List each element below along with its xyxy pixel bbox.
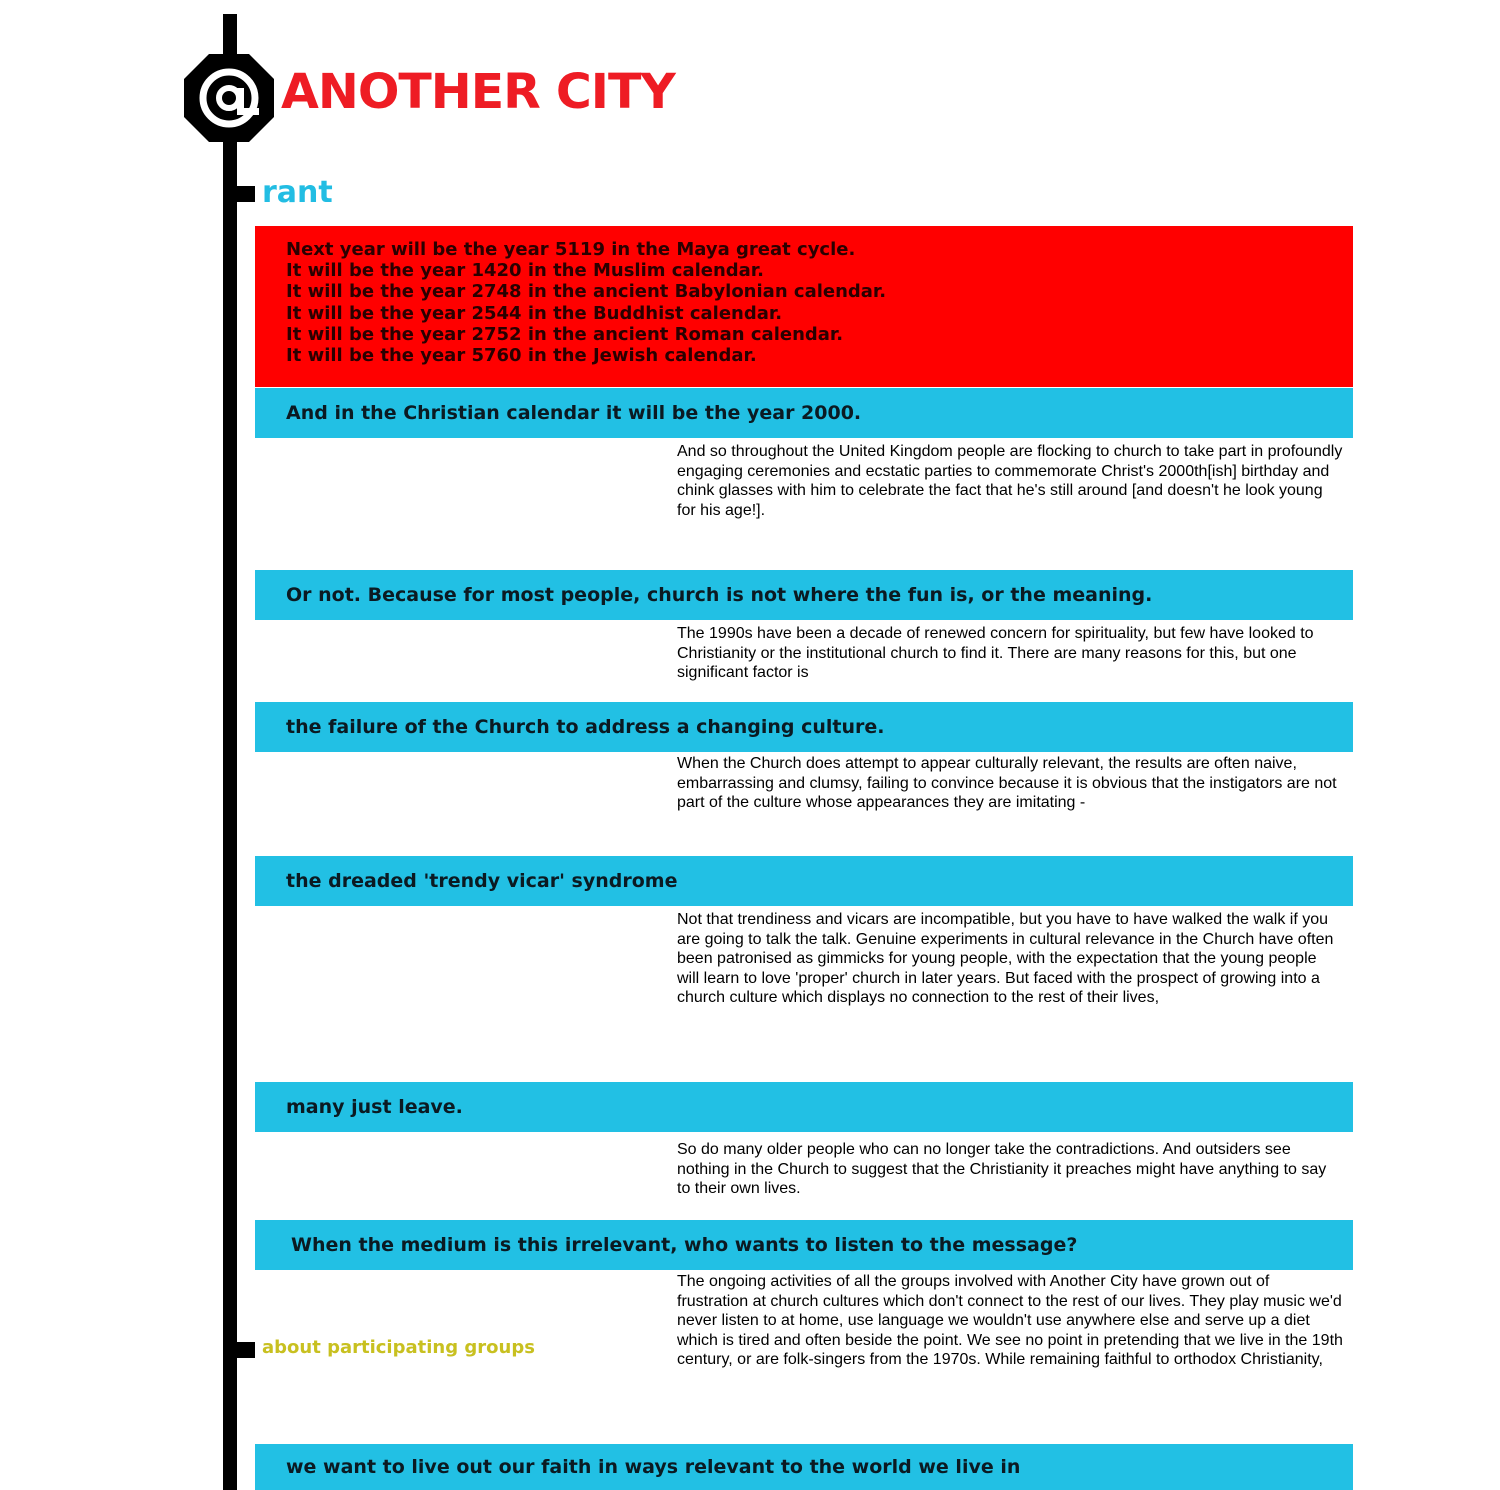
body-paragraph: Not that trendiness and vicars are incompatible, but you have to have walked the walk if you are going to talk the talk. Genuine experiments in cultural relevance in the Church have often been patronised as gimmicks for young people, with the expectation that the young people will learn to love 'proper' church in later years. But faced with the prospect of growing into a church culture which displays no connection to the rest of their lives,: [677, 911, 1334, 1007]
at-sign-octagon-icon: [182, 52, 276, 144]
headline-text: the failure of the Church to address a changing culture.: [286, 716, 885, 738]
headline-band: [255, 856, 1353, 906]
headline-band: [255, 702, 1353, 752]
calendar-years-box: [255, 226, 1353, 387]
calendar-line: It will be the year 5760 in the Jewish calendar.: [286, 345, 757, 367]
headline-band: [255, 1082, 1353, 1132]
body-paragraph: So do many older people who can no longer take the contradictions. And outsiders see nothing in the Church to suggest that the Christianity it preaches might have anything to say to their own lives.: [677, 1141, 1327, 1198]
headline-band: [255, 1220, 1353, 1270]
body-paragraph: The 1990s have been a decade of renewed concern for spirituality, but few have looked to Christianity or the institutional church to find it. There are many reasons for this, but one significant factor is: [677, 625, 1314, 682]
nav-link-about-groups[interactable]: about participating groups: [262, 1337, 535, 1358]
brand-logo-text[interactable]: ANOTHER CITY: [281, 64, 675, 120]
calendar-line: It will be the year 2544 in the Buddhist calendar.: [286, 302, 783, 324]
calendar-line: It will be the year 1420 in the Muslim calendar.: [286, 260, 764, 282]
headline-band: [255, 388, 1353, 438]
headline-band: [255, 570, 1353, 620]
headline-text: many just leave.: [286, 1096, 463, 1118]
headline-text: we want to live out our faith in ways relevant to the world we live in: [286, 1456, 1021, 1478]
body-paragraph: When the Church does attempt to appear culturally relevant, the results are often naive, embarrassing and clumsy, failing to convince because it is obvious that the instigators are not part of the culture whose appearances they are imitating -: [677, 755, 1337, 812]
timeline-rail: [223, 14, 237, 1490]
calendar-line: It will be the year 2748 in the ancient Babylonian calendar.: [286, 281, 887, 303]
calendar-line: Next year will be the year 5119 in the Maya great cycle.: [286, 239, 856, 260]
headline-text: And in the Christian calendar it will be the year 2000.: [286, 402, 862, 424]
headline-text: When the medium is this irrelevant, who wants to listen to the message?: [291, 1234, 1078, 1256]
body-paragraph: And so throughout the United Kingdom people are flocking to church to take part in profoundly engaging ceremonies and ecstatic parties to commemorate Christ's 2000th[ish] birthday and chink glasses with him to celebrate the fact that he's still around [and doesn't he look young for his age!].: [677, 443, 1343, 519]
headline-text: the dreaded 'trendy vicar' syndrome: [286, 870, 678, 892]
about-marker: [237, 1342, 255, 1358]
headline-text: Or not. Because for most people, church is not where the fun is, or the meaning.: [286, 584, 1153, 606]
body-paragraph: The ongoing activities of all the groups involved with Another City have grown out of frustration at church cultures which don't connect to the rest of our lives. They play music we'd never listen to at home, use language we wouldn't use anywhere else and serve up a diet which is tired and often beside the point. We see no point in pretending that we live in the 19th century, or are folk-singers from the 1970s. While remaining faithful to orthodox Christianity,: [677, 1273, 1343, 1369]
calendar-line: It will be the year 2752 in the ancient Roman calendar.: [286, 323, 844, 345]
rant-marker: [237, 186, 255, 202]
nav-link-rant[interactable]: rant: [262, 175, 333, 210]
headline-band: [255, 1444, 1353, 1490]
